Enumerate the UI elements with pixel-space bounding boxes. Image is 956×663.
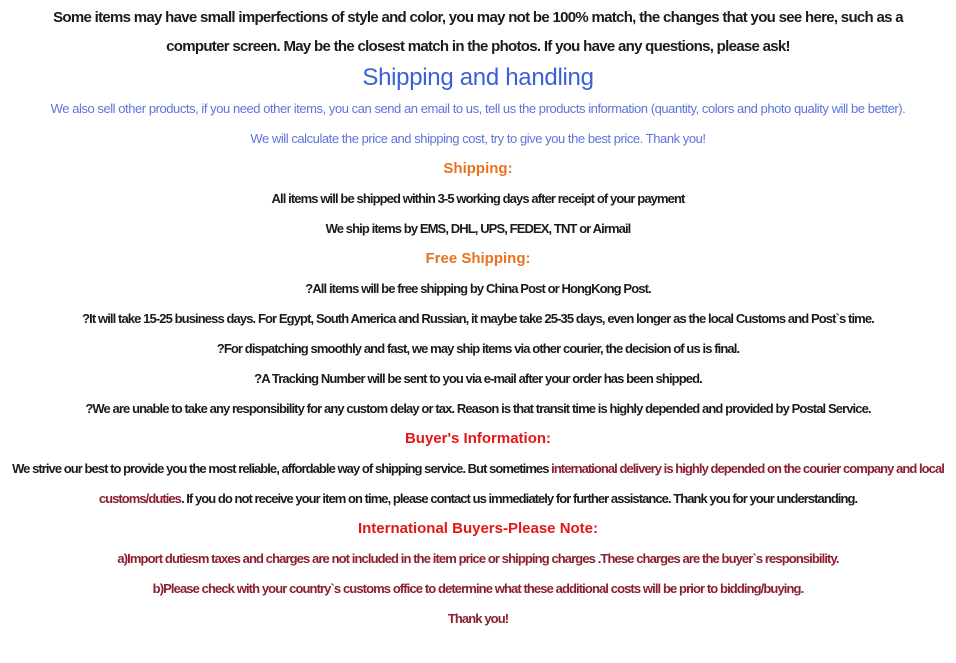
buyers-information-paragraph-segment: We strive our best to provide you the most reliable, affordable way of shipping service. But sometimes — [12, 461, 552, 476]
best-price-note: We will calculate the price and shipping cost, try to give you the best price. Thank you! — [250, 131, 706, 146]
buyers-information-paragraph-segment: international delivery is highly depended on the courier company and local customs/duties — [98, 461, 944, 506]
shipping-days-line: All items will be shipped within 3-5 working days after receipt of your payment — [271, 191, 685, 206]
dispatch-line: ?For dispatching smoothly and fast, we may ship items via other courier, the decision of us is final. — [216, 341, 740, 356]
customs-office-line: b)Please check with your country`s customs office to determine what these additional costs will be prior to bidding/buying. — [152, 581, 804, 596]
imperfections-disclaimer: Some items may have small imperfections of style and color, you may not be 100% match, the changes that you see here, such as a computer screen. May be the closest match in the photos. If you have any questions, please ask! — [53, 9, 903, 55]
tracking-number-line: ?A Tracking Number will be sent to you via e-mail after your order has been shipped. — [254, 371, 702, 386]
international-buyers-title: International Buyers-Please Note: — [357, 520, 599, 537]
thank-you-line: Thank you! — [447, 611, 509, 626]
custom-delay-line: ?We are unable to take any responsibility for any custom delay or tax. Reason is that transit time is highly depended and provided by Postal Service. — [85, 401, 871, 416]
shipping-handling-title: Shipping and handling — [362, 64, 594, 91]
buyers-information-paragraph-segment: . If you do not receive your item on time, please contact us immediately for further assistance. Thank you for your understanding. — [180, 491, 858, 506]
couriers-line: We ship items by EMS, DHL, UPS, FEDEX, TNT or Airmail — [325, 221, 631, 236]
buyers-information-paragraph — [0, 454, 956, 514]
free-shipping-line: ?All items will be free shipping by China Post or HongKong Post. — [305, 281, 651, 296]
transit-time-line: ?It will take 15-25 business days. For Egypt, South America and Russian, it maybe take 25-35 days, even longer as the local Customs and Post`s time. — [82, 311, 874, 326]
import-duties-line: a)Import dutiesm taxes and charges are not included in the item price or shipping charges .These charges are the buyer`s responsibility. — [117, 551, 839, 566]
buyers-information-title: Buyer's Information: — [404, 430, 552, 447]
other-products-note: We also sell other products, if you need other items, you can send an email to us, tell us the products information (quantity, colors and photo quality will be better). — [50, 101, 906, 116]
shipping-section-title: Shipping: — [443, 160, 513, 177]
free-shipping-section-title: Free Shipping: — [425, 250, 531, 267]
